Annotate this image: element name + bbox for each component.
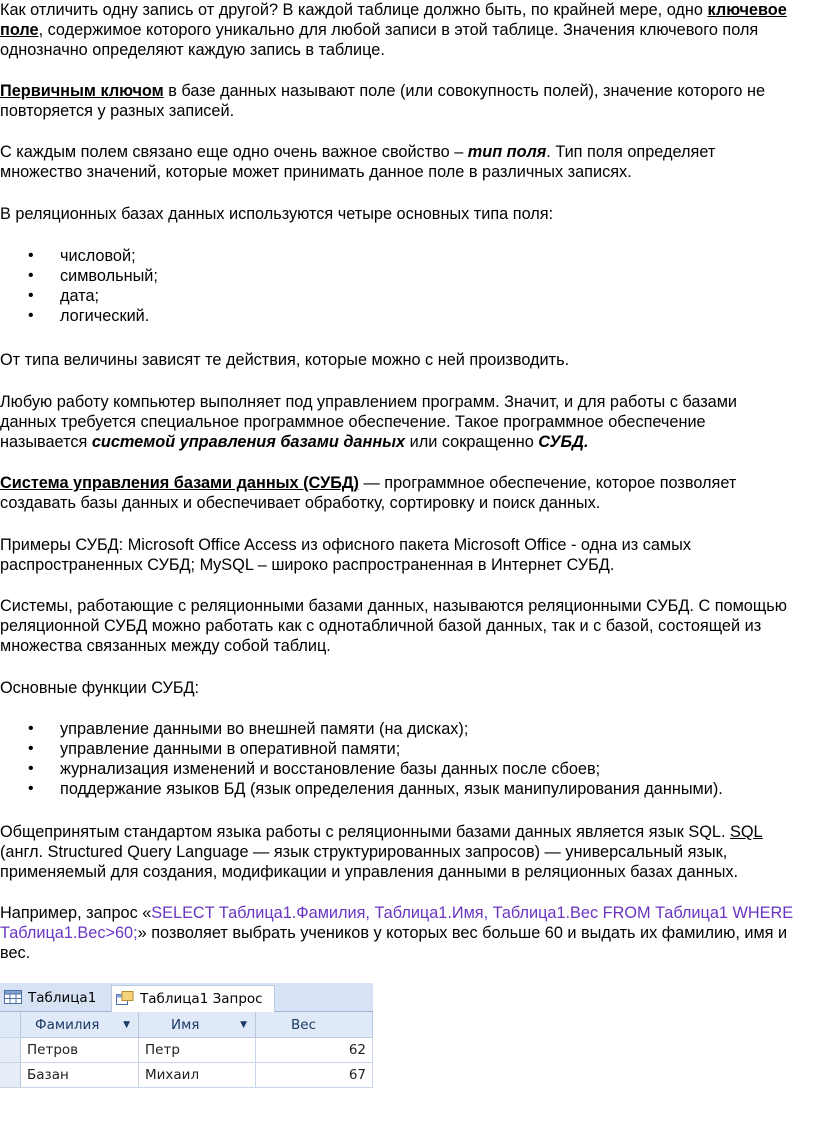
paragraph-relational-dbms [0, 596, 816, 656]
text: реляционной СУБД можно работать как с однотабличной базой данных, так и с базой, состоящей из [0, 617, 762, 635]
paragraph-type-actions [0, 350, 816, 370]
sql-query: Таблица1.Вес>60; [0, 924, 138, 942]
tab-label: Таблица1 [28, 990, 97, 1006]
term-dbms-abbr: СУБД. [538, 433, 589, 451]
text: вес. [0, 944, 31, 962]
paragraph-field-type [0, 142, 816, 182]
column-header-surname[interactable] [21, 1012, 139, 1038]
text: множество значений, которые может принимать данное поле в различных записях. [0, 163, 632, 181]
list-item: • поддержание языков БД (язык определения данных, язык манипулирования данными). [0, 779, 723, 799]
column-header-name[interactable] [139, 1012, 256, 1038]
list-item: • управление данными во внешней памяти (на дисках); [0, 719, 723, 739]
text: повторяется у разных записей. [0, 102, 235, 120]
text: » позволяет выбрать учеников у которых вес больше 60 и выдать их фамилию, имя и [137, 924, 788, 942]
access-tab-bar [0, 983, 373, 1012]
text: — программное обеспечение, которое позволяет [358, 474, 737, 492]
text: в базе данных называют поле (или совокупность полей), значение которого не [163, 82, 766, 100]
text: однозначно определяют каждую запись в таблице. [0, 41, 385, 59]
row-selector[interactable] [0, 1038, 21, 1063]
tab-table1[interactable] [0, 985, 117, 1011]
paragraph-primary-key [0, 81, 816, 121]
term-dbms-full: Система управления базами данных (СУБД) [0, 474, 359, 492]
select-all-corner[interactable] [0, 1012, 21, 1038]
term-key-field-2: поле [0, 21, 39, 39]
text: данных требуется специальное программное обеспечение. Такое программное обеспечение [0, 413, 706, 431]
query-icon [116, 988, 134, 1002]
term-dbms: системой управления базами данных [91, 433, 406, 451]
text: От типа величины зависят те действия, которые можно с ней производить. [0, 351, 570, 369]
paragraph-dbms-functions-intro [0, 678, 816, 698]
cell-name[interactable]: Петр [139, 1038, 256, 1063]
text: применяемый для создания, модификации и управления данными в реляционных базах данных. [0, 863, 739, 881]
paragraph-dbms-intro [0, 392, 816, 452]
cell-surname[interactable]: Базан [21, 1063, 139, 1088]
text: Как отличить одну запись от другой? В каждой таблице должно быть, по крайней мере, одно [0, 1, 708, 19]
text: . Тип поля определяет [546, 143, 716, 161]
cell-weight[interactable]: 67 [256, 1063, 373, 1088]
paragraph-sql-example [0, 903, 816, 963]
list-item: • логический. [0, 306, 158, 326]
sql-link[interactable]: SQL [730, 823, 763, 841]
list-dbms-functions [0, 719, 723, 799]
text: Например, запрос « [0, 904, 152, 922]
text: Системы, работающие с реляционными базами данных, называются реляционными СУБД. С помощью [0, 597, 787, 615]
list-item: • символьный; [0, 266, 158, 286]
list-item: • управление данными в оперативной памяти; [0, 739, 723, 759]
list-field-types [0, 246, 158, 326]
text: создавать базы данных и обеспечивает обработку, сортировку и поиск данных. [0, 494, 601, 512]
term-primary-key: Первичным ключом [0, 82, 164, 100]
dropdown-arrow-icon[interactable]: ▼ [123, 1020, 130, 1030]
paragraph-field-types-intro [0, 204, 816, 224]
paragraph-key-field [0, 0, 816, 60]
text: Примеры СУБД: Microsoft Office Access из офисного пакета Microsoft Office - одна из самых [0, 536, 691, 554]
text: называется [0, 433, 92, 451]
cell-weight[interactable]: 62 [256, 1038, 373, 1063]
text: Общепринятым стандартом языка работы с реляционными базами данных является язык SQL. [0, 823, 731, 841]
text: , содержимое которого уникально для любой записи в этой таблице. Значения ключевого поля [38, 21, 759, 39]
table-icon [4, 987, 22, 1001]
access-query-window [0, 983, 373, 1087]
text: (англ. Structured Query Language — язык структурированных запросов) — универсальный язык, [0, 843, 728, 861]
text: С каждым полем связано еще одно очень важное свойство – [0, 143, 468, 161]
column-label: Имя [171, 1017, 200, 1033]
text: Любую работу компьютер выполняет под управлением программ. Значит, и для работы с базами [0, 393, 738, 411]
text: В реляционных базах данных используются четыре основных типа поля: [0, 205, 554, 223]
list-item: • дата; [0, 286, 158, 306]
column-label: Вес [291, 1017, 316, 1033]
cell-name[interactable]: Михаил [139, 1063, 256, 1088]
term-field-type: тип поля [467, 143, 547, 161]
row-selector[interactable] [0, 1063, 21, 1088]
tab-label: Таблица1 Запрос [140, 991, 263, 1007]
dropdown-arrow-icon[interactable]: ▼ [240, 1020, 247, 1030]
paragraph-sql [0, 822, 816, 882]
sql-query: SELECT Таблица1.Фамилия, Таблица1.Имя, Таблица1.Вес FROM Таблица1 WHERE [151, 904, 794, 922]
text: или сокращенно [405, 433, 539, 451]
text: Основные функции СУБД: [0, 679, 200, 697]
tab-table1-query[interactable] [111, 985, 275, 1012]
column-label: Фамилия [35, 1017, 100, 1033]
text: распространенных СУБД; MySQL – широко распространенная в Интернет СУБД. [0, 556, 615, 574]
paragraph-dbms-examples [0, 535, 816, 575]
term-key-field: ключевое [707, 1, 787, 19]
paragraph-dbms-definition [0, 473, 816, 513]
column-header-weight[interactable] [256, 1012, 373, 1038]
cell-surname[interactable]: Петров [21, 1038, 139, 1063]
list-item: • журнализация изменений и восстановление базы данных после сбоев; [0, 759, 723, 779]
text: множества связанных между собой таблиц. [0, 637, 331, 655]
list-item: • числовой; [0, 246, 158, 266]
